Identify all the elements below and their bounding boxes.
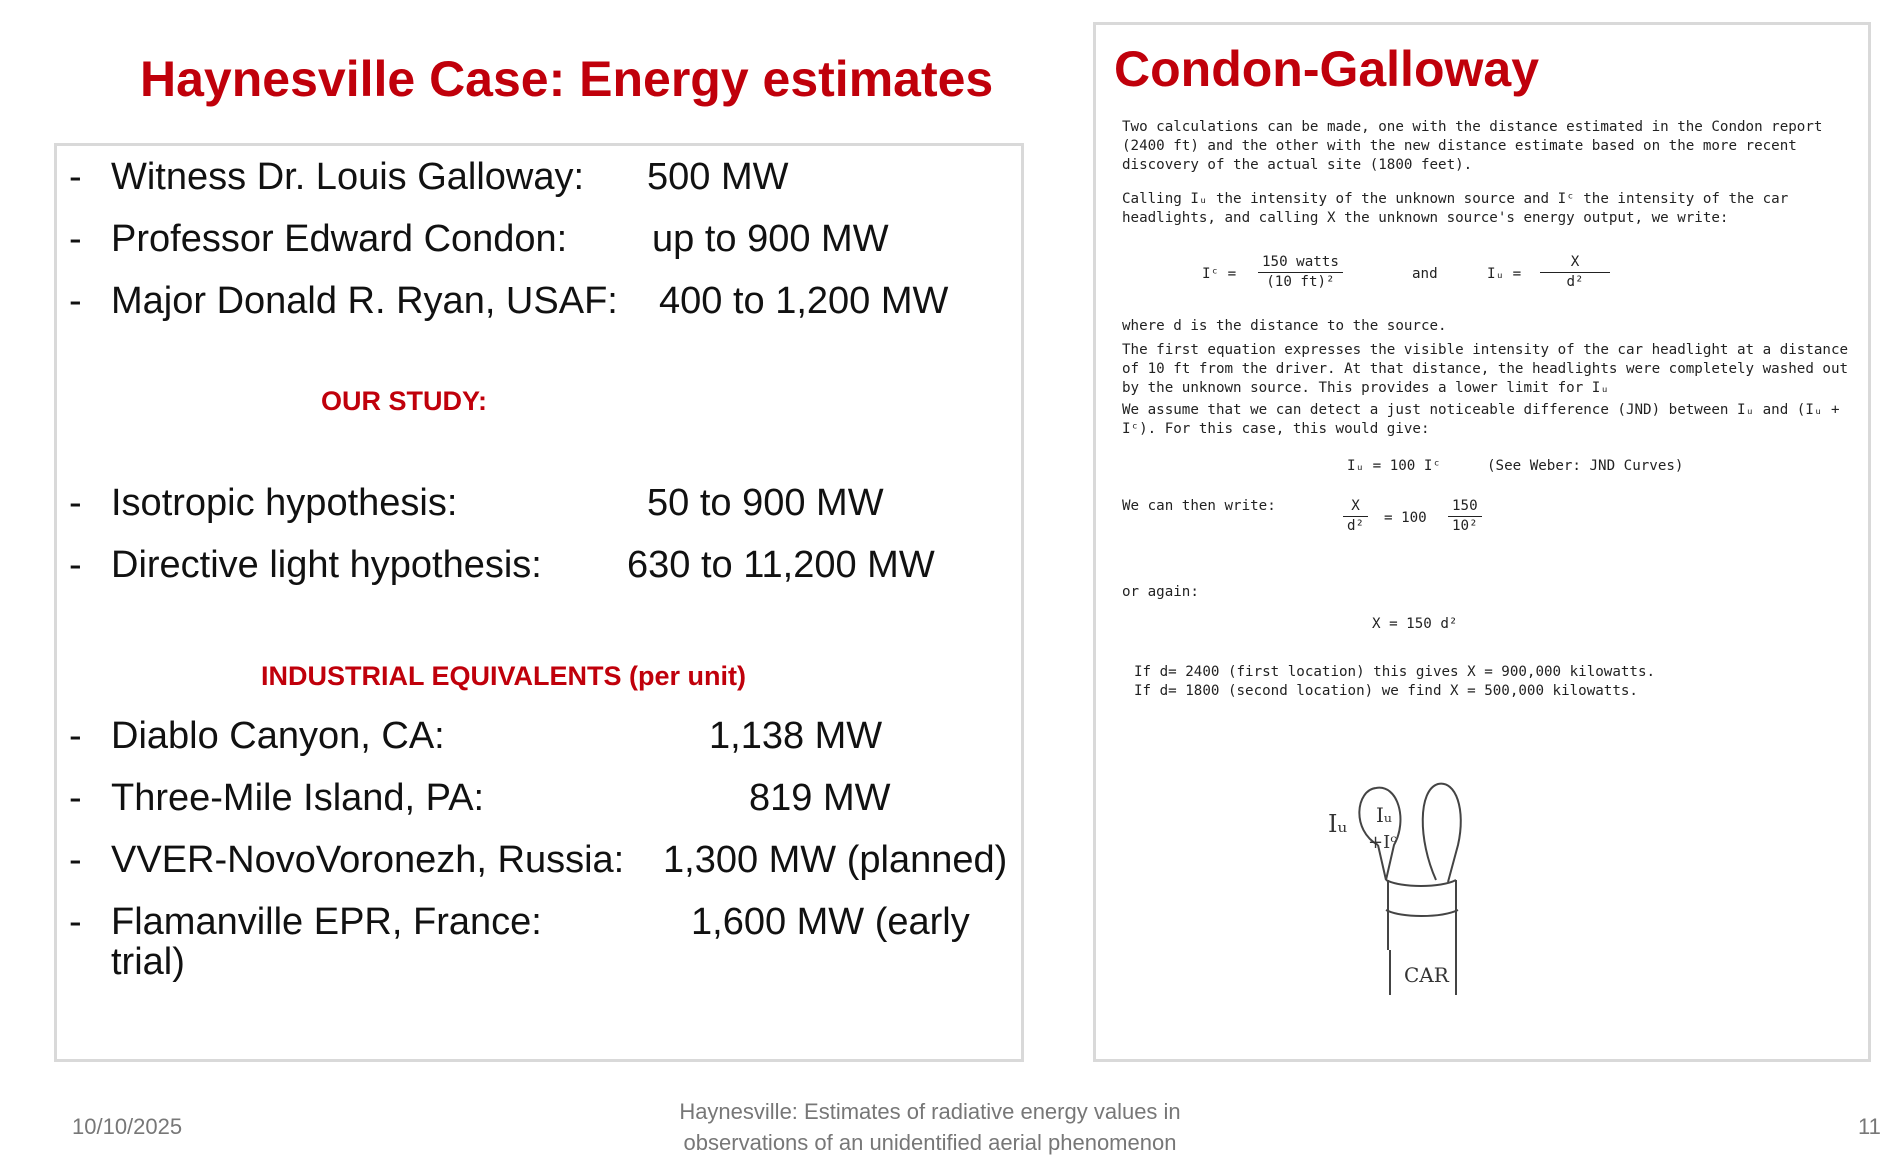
paragraph-block (1122, 341, 1852, 398)
witness-label: Witness Dr. Louis Galloway: (111, 156, 585, 198)
eq3: Iᵤ = 100 Iᶜ (1347, 458, 1441, 474)
equation-row-3 (1122, 457, 1852, 481)
study-label: Directive light hypothesis: (111, 544, 542, 586)
document-title: Condon-Galloway (1114, 41, 1539, 97)
industrial-heading: INDUSTRIAL EQUIVALENTS (per unit) (261, 661, 746, 691)
eq4-left-numerator: X (1343, 497, 1368, 517)
witness-value: 400 to 1,200 MW (659, 280, 949, 322)
bullet-dash: - (69, 156, 82, 198)
bullet-dash: - (69, 777, 82, 819)
eq3-note: (See Weber: JND Curves) (1487, 458, 1684, 474)
document-panel (1093, 22, 1871, 1062)
sketch-lobe-label-2: +Iᶜ (1368, 832, 1397, 853)
witness-value: 500 MW (647, 156, 789, 198)
eq1-numerator: 150 watts (1258, 253, 1343, 273)
eq2-numerator: X (1540, 253, 1610, 273)
witness-value: up to 900 MW (652, 218, 889, 260)
paragraph-block (1134, 663, 1864, 701)
plant-value: 1,600 MW (early (691, 901, 970, 943)
paragraph-where: where d is the distance to the source. (1122, 318, 1447, 334)
eq4-left-fraction (1343, 497, 1368, 536)
bullet-dash: - (69, 715, 82, 757)
equation-row-1 (1122, 253, 1852, 313)
result-first-location: If d= 2400 (first location) this gives X = 900,000 kilowatts. (1134, 664, 1656, 680)
sketch-lobe-label-1: Iᵤ (1376, 803, 1392, 827)
paragraph-block (1122, 190, 1852, 228)
eq1-lhs: Iᶜ = (1202, 266, 1237, 282)
eq4-left-denominator: d² (1347, 518, 1365, 534)
plant-label: Diablo Canyon, CA: (111, 715, 445, 757)
footer-title (620, 1096, 1240, 1158)
plant-label: Flamanville EPR, France: (111, 901, 542, 943)
plant-value: 1,138 MW (709, 715, 883, 757)
eq4-right-denominator: 10² (1452, 518, 1478, 534)
eq5: X = 150 d² (1372, 616, 1458, 632)
then-write: We can then write: (1122, 498, 1276, 514)
footer-date: 10/10/2025 (72, 1114, 183, 1139)
bullet-dash: - (69, 544, 82, 586)
equation-row-4 (1122, 497, 1852, 557)
eq1-denominator: (10 ft)² (1266, 274, 1335, 290)
bullet-dash: - (69, 482, 82, 524)
witness-label: Professor Edward Condon: (111, 218, 568, 260)
paragraph-block (1122, 583, 1852, 602)
study-label: Isotropic hypothesis: (111, 482, 458, 524)
eq2-lhs: Iᵤ = (1487, 266, 1522, 282)
study-heading: OUR STUDY: (321, 386, 487, 416)
eq4-mid: = 100 (1384, 510, 1427, 526)
bullet-dash: - (69, 218, 82, 260)
plant-value: 819 MW (749, 777, 891, 819)
paragraph-block (1122, 401, 1852, 439)
paragraph-definitions: Calling Iᵤ the intensity of the unknown source and Iᶜ the intensity of the car headlights, and calling X the unknown source's energy output, we write: (1122, 191, 1789, 226)
plant-value-continuation: trial) (111, 941, 185, 983)
equation-row-5 (1122, 615, 1852, 639)
plant-label: VVER-NovoVoronezh, Russia: (111, 839, 625, 881)
paragraph-jnd: We assume that we can detect a just noticeable difference (JND) between Iᵤ and (Iᵤ + Iᶜ). For this case, this would give: (1122, 402, 1840, 437)
paragraph-block (1122, 317, 1852, 336)
witness-label: Major Donald R. Ryan, USAF: (111, 280, 618, 322)
eq2-fraction (1540, 253, 1610, 292)
plant-label: Three-Mile Island, PA: (111, 777, 485, 819)
eq1-fraction (1258, 253, 1343, 292)
bullet-dash: - (69, 839, 82, 881)
footer-title-line-1: Haynesville: Estimates of radiative energy values in (679, 1099, 1181, 1124)
page-number: 11 (1858, 1114, 1881, 1139)
paragraph-intro: Two calculations can be made, one with the distance estimated in the Condon report (2400 ft) and the other with the new distance estimate based on the more recent discovery of the actual site (1800 feet). (1122, 119, 1823, 173)
slide-title: Haynesville Case: Energy estimates (140, 51, 994, 107)
eq4-right-fraction (1448, 497, 1482, 536)
study-value: 630 to 11,200 MW (627, 544, 935, 586)
sketch-iu-label: Iᵤ (1328, 810, 1348, 838)
bullet-dash: - (69, 901, 82, 943)
sketch-car-label: CAR (1404, 963, 1449, 987)
estimates-panel (54, 143, 1024, 1062)
eq2-denominator: d² (1566, 274, 1584, 290)
bullet-dash: - (69, 280, 82, 322)
plant-value: 1,300 MW (planned) (663, 839, 1008, 881)
paragraph-first-equation: The first equation expresses the visible intensity of the car headlight at a distance of 10 ft from the driver. At that distance, the headlights were completely washed out by the unknown source. This provides a lower limit for Iᵤ (1122, 342, 1849, 396)
result-second-location: If d= 1800 (second location) we find X = 500,000 kilowatts. (1134, 683, 1638, 699)
eq-and: and (1412, 266, 1438, 282)
study-value: 50 to 900 MW (647, 482, 884, 524)
or-again: or again: (1122, 584, 1199, 600)
footer-title-line-2: observations of an unidentified aerial phenomenon (683, 1130, 1177, 1155)
eq4-right-numerator: 150 (1448, 497, 1482, 517)
headlight-sketch (1306, 770, 1526, 1020)
document-body (1122, 118, 1852, 175)
